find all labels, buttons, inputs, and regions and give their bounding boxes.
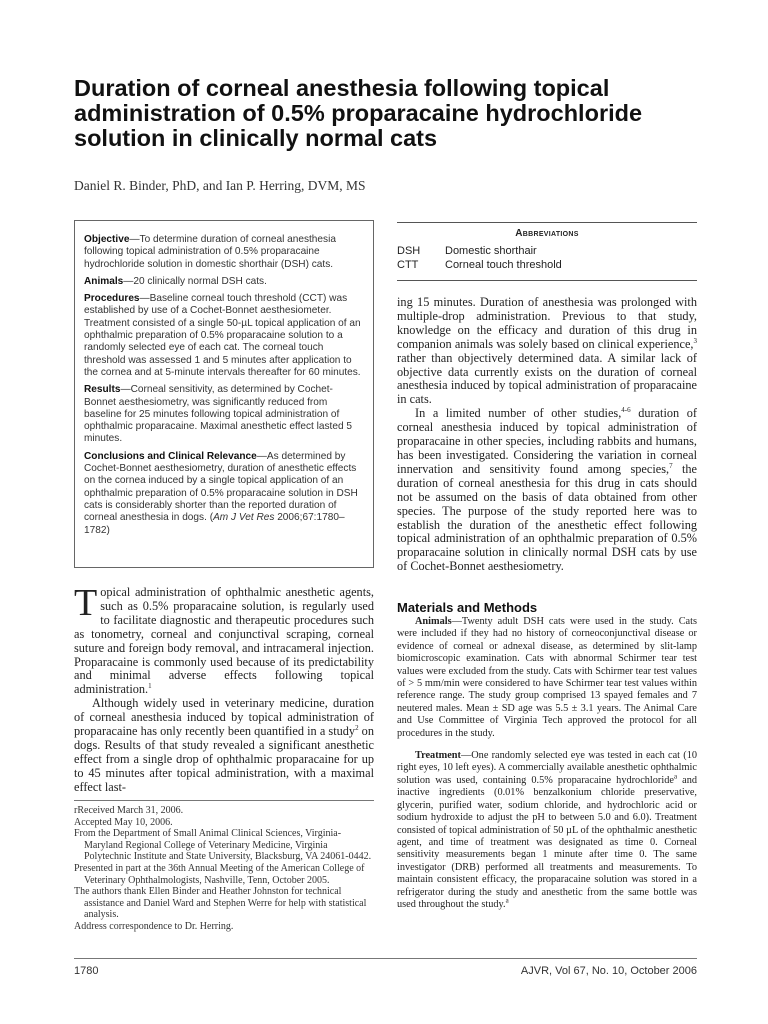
footnote-item: rReceived March 31, 2006. (74, 805, 184, 816)
footnote-item: Address correspondence to Dr. Herring. (74, 920, 234, 932)
footnote-item: From the Department of Small Animal Clinical Sciences, Virginia-Maryland Regional College of Veterinary Medicine, Virginia Polytechnic Institute and State University, Blacksburg, VA 24061-0442. (74, 828, 372, 863)
ref-sup: a (673, 772, 678, 781)
ref-sup: 7 (669, 461, 673, 470)
methods-animals-label: Animals (415, 616, 452, 627)
intro-p2-text-a: Although widely used in veterinary medicine, duration of corneal anesthesia induced by topical administration of proparacaine has only recently been quantified in a study (74, 696, 374, 739)
abstract-procedures (84, 293, 364, 379)
footnote-divider (74, 800, 374, 801)
intro-p4-text-a: In a limited number of other studies, (415, 406, 622, 421)
intro-p3-text-b: rather than objectively determined data. A similar lack of objective data currently exists on the duration of corneal anesthesia induced by topical administration of proparacaine in cats. (397, 350, 697, 407)
abstract-objective (84, 234, 364, 271)
section-heading-methods: Materials and Methods (397, 600, 538, 615)
footnote-item: Accepted May 10, 2006. (74, 816, 173, 828)
methods-treatment (397, 750, 697, 911)
ref-sup: 1 (148, 682, 152, 691)
conclusions-text: —As determined by Cochet-Bonnet aesthesiometry, duration of anesthetic effects on the cornea induced by a single topical application of an ophthalmic preparation of 0.5% proparacaine solution in DSH cats is considerably shorter than the reported duration of corneal anesthesia in dogs. ( (84, 450, 358, 524)
intro-paragraph-1 (74, 582, 374, 697)
article-authors: Daniel R. Binder, PhD, and Ian P. Herring, DVM, MS (74, 178, 366, 193)
ref-sup: 3 (693, 336, 697, 345)
ref-sup: 2 (355, 723, 359, 732)
footnote-item: The authors thank Ellen Binder and Heather Johnston for technical assistance and Daniel Ward and Stephen Werre for help with statistical analysis. (74, 886, 367, 921)
animals-label: Animals (84, 275, 124, 287)
results-text: —Corneal sensitivity, as determined by Cochet-Bonnet aesthesiometry, was significantly reduced from baseline for 25 minutes following topical administration of ophthalmic proparacaine. Maximal anesthetic effect lasted 5 minutes. (84, 384, 353, 445)
methods-treatment-text-b: and inactive ingredients (0.01% benzalkonium chloride preservative, glycerin, purified water, sodium chloride, and hydrochloric acid or sodium hydroxide to adjust the pH to between 5.0 and 6.0). Treatment consisted of topical administration of 50 µL of the ophthalmic anesthetic agent, and time of treatment was designated as time 0. Corneal sensitivity measurements began 1 minute after time 0. The same investigator (DRB) performed all treatments and measurements. To maintain consistent efficacy, the proparacaine solution was stored in a refrigerator during the study and anesthetic from the same bottle was used throughout the study. (397, 774, 697, 910)
article-title: Duration of corneal anesthesia following topical administration of 0.5% proparacaine hydrochloride solution in clinically normal cats (74, 75, 643, 151)
abstract-results (84, 384, 364, 445)
citation-rest: 2006;67:1780–1782) (84, 512, 345, 536)
intro-paragraph-4 (397, 407, 697, 574)
right-column-body (397, 296, 697, 574)
left-column-body (74, 582, 374, 795)
intro-p4-text-b: duration of corneal anesthesia induced by topical administration of proparacaine in other species, including rabbits and humans, has been investigated. Considering the variation in corneal innervation and sensitivity found among species, (397, 406, 697, 476)
abbreviation-row (397, 259, 562, 271)
intro-paragraph-2 (74, 697, 374, 794)
abstract-conclusions (84, 451, 364, 537)
abstract-box (74, 220, 374, 568)
abbreviations-title: Abbreviations (515, 228, 579, 239)
drop-cap: T (74, 582, 98, 624)
intro-p4-text-c: the duration of corneal anesthesia for this drug in cats should not be assumed on the basis of data obtained from other species. The purpose of the study reported here was to establish the duration of the anesthetic effect following topical administration of an ophthalmic preparation of 0.5% proparacaine solution in clinically normal DSH cats by use of Cochet-Bonnet aesthesiometry. (397, 461, 697, 574)
abbreviation-term: DSH (397, 245, 421, 257)
journal-citation: AJVR, Vol 67, No. 10, October 2006 (520, 965, 697, 977)
conclusions-label: Conclusions and Clinical Relevance (84, 450, 257, 462)
methods-treatment-text-a: —One randomly selected eye was tested in each cat (10 right eyes, 10 left eyes). A commercially available anesthetic ophthalmic solution was used, containing 0.5% proparacaine hydrochloride (397, 750, 697, 786)
abbreviations-top-rule (397, 222, 697, 223)
animals-text: —20 clinically normal DSH cats. (123, 275, 267, 287)
abbreviation-meaning: Domestic shorthair (445, 245, 537, 257)
results-label: Results (84, 384, 121, 396)
citation-journal: Am J Vet Res (213, 512, 275, 524)
objective-text: —To determine duration of corneal anesthesia following topical administration of 0.5% proparacaine hydrochloride solution in domestic shorthair (DSH) cats. (84, 234, 336, 270)
methods-treatment-label: Treatment (415, 750, 461, 762)
ref-sup: a (505, 896, 509, 905)
methods-animals-text: —Twenty adult DSH cats were used in the study. Cats were included if they had no history of corneoconjunctival disease or evidence of corneal or adnexal disease, as determined by slit-lamp biomicroscopic examination. Cats with abnormal Schirmer tear test values were excluded from the study. Cats with Schirmer tear test values of > 5 mm/min were considered to have Schirmer tear test values within reference range. The study group comprised 13 spayed females and 7 neutered males. Mean ± SD age was 5.5 ± 3.1 years. The Animal Care and Use Committee of Virginia Tech approved the protocol for all procedures in the study. (397, 616, 697, 739)
page-number: 1780 (74, 965, 99, 977)
footnotes (74, 805, 376, 933)
footnote-item: Presented in part at the 36th Annual Meeting of the American College of Veterinary Ophthalmologists, Nashville, Tenn, October 2005. (74, 862, 365, 886)
abbreviation-row (397, 245, 537, 257)
intro-p2-text-b: on dogs. Results of that study revealed a significant anesthetic effect from a single drop of ophthalmic proparacaine for up to 45 minutes after topical administration, with a maximal effect last- (74, 724, 374, 794)
methods-body (397, 616, 697, 911)
procedures-text: —Baseline corneal touch threshold (CCT) was established by use of a Cochet-Bonnet aesthesiometer. Treatment consisted of a single 50-µL topical application of an ophthalmic preparation of 0.5% proparacaine solution to a randomly selected eye of each cat. The corneal touch threshold was assessed 1 and 5 minutes after application to the cornea and at 5-minute intervals thereafter for 60 minutes. (84, 293, 361, 378)
footer-rule (74, 958, 697, 959)
abbreviation-meaning: Corneal touch threshold (445, 259, 562, 271)
abbreviations-bottom-rule (397, 280, 697, 281)
intro-paragraph-3 (397, 296, 697, 407)
abbreviation-term: CTT (397, 259, 419, 271)
methods-animals (397, 616, 697, 740)
intro-p3-text-a: ing 15 minutes. Duration of anesthesia was prolonged with multiple-drop administration. Previous to that study, knowledge on the efficacy and duration of this drug in companion animals was solely based on clinical experience, (397, 295, 697, 351)
intro-p1-text: opical administration of ophthalmic anesthetic agents, such as 0.5% proparacaine solution, is regularly used to facilitate diagnostic and therapeutic procedures such as tonometry, corneal and conjunctival scraping, corneal suture and foreign body removal, and intracameral injection. Proparacaine is commonly used because of its predictability and minimal adverse effects following topical administration. (74, 585, 374, 697)
abstract-animals (84, 276, 364, 288)
objective-label: Objective (84, 234, 130, 245)
procedures-label: Procedures (84, 293, 140, 305)
ref-sup: 4-6 (621, 406, 631, 415)
